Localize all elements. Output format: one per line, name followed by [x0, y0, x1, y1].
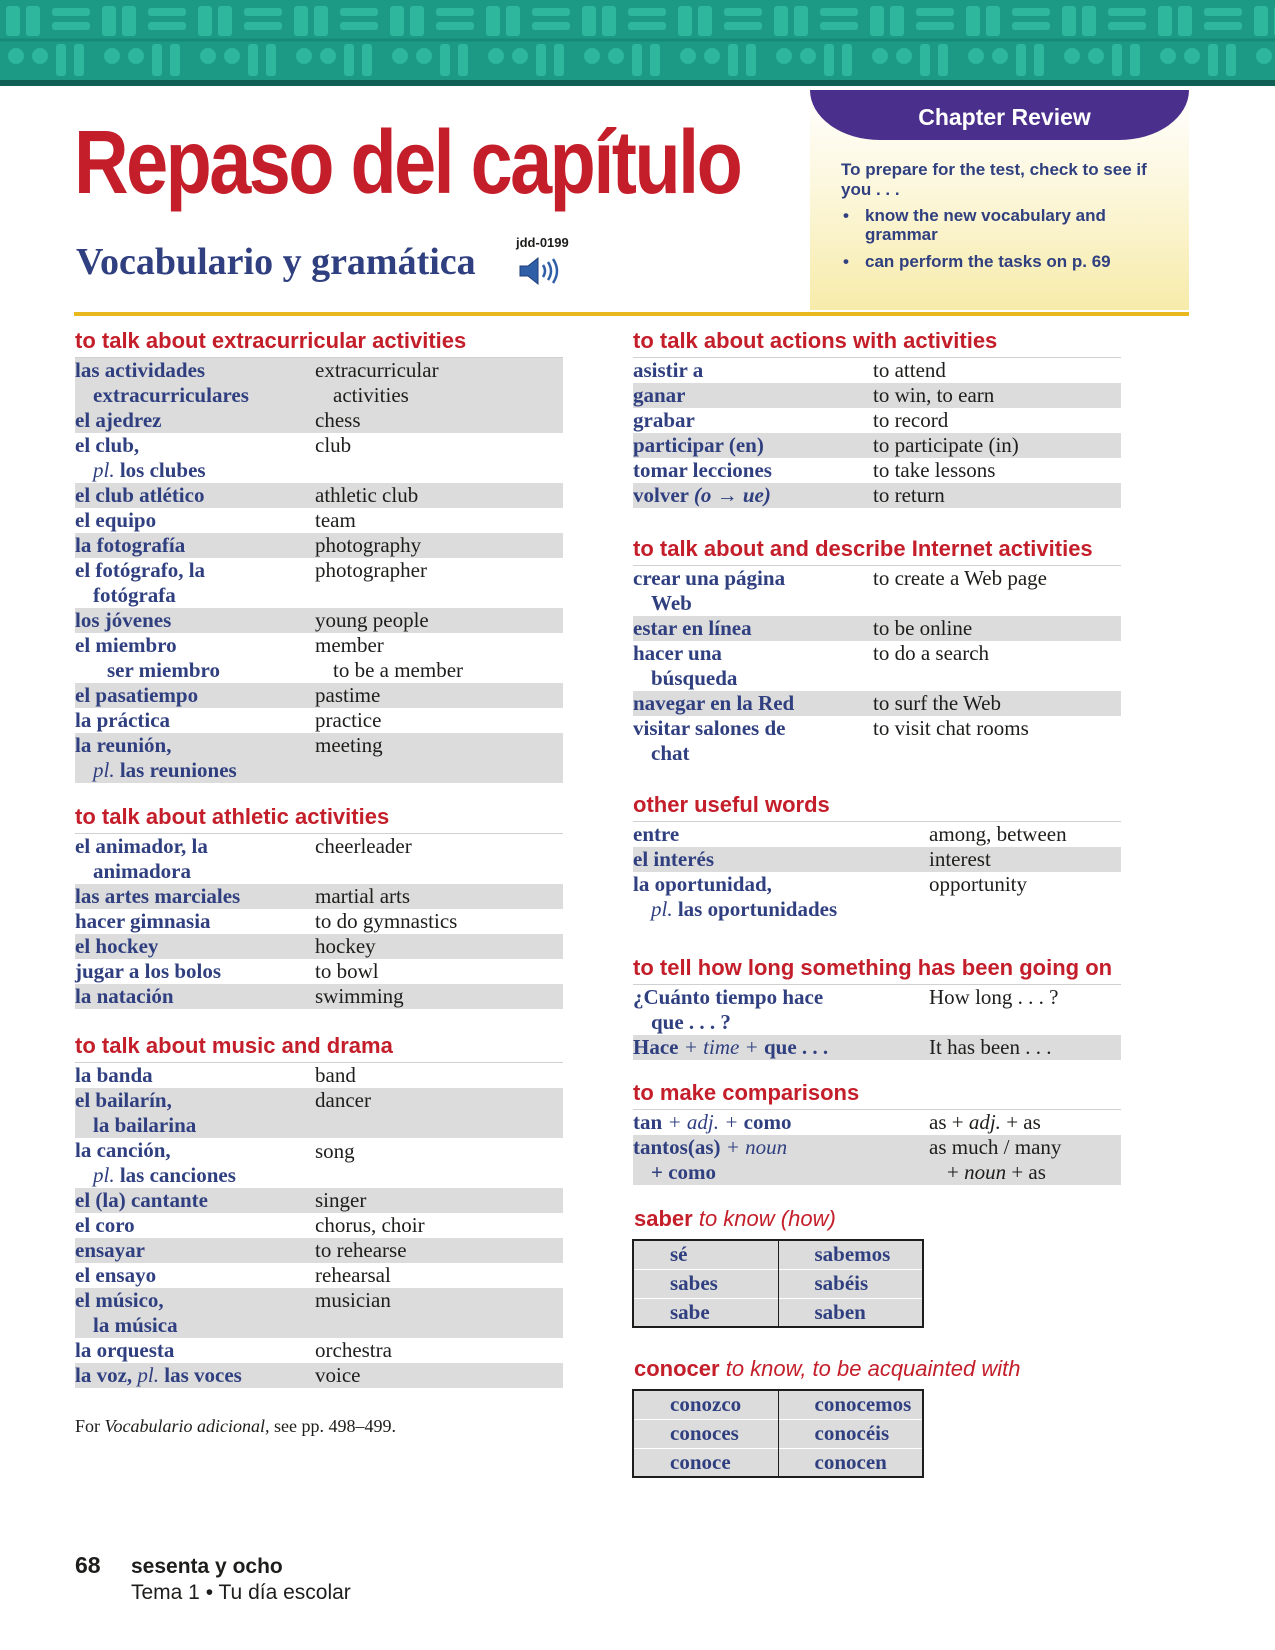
vocab-row	[75, 433, 563, 458]
english-term: cheerleader	[315, 834, 412, 858]
formula-part: + adj. +	[667, 1110, 739, 1134]
conjugation-cell: conoces	[633, 1419, 778, 1448]
spanish-term: animadora	[93, 859, 192, 883]
spanish-term	[633, 1110, 929, 1135]
decorative-banner	[0, 0, 1275, 86]
spanish-term: el hockey	[75, 934, 159, 958]
vocab-row	[633, 741, 1121, 766]
speaker-icon[interactable]	[518, 256, 562, 286]
section-extracurricular	[75, 328, 563, 783]
review-intro: To prepare for the test, check to see if you . . .	[841, 160, 1147, 199]
vocab-row	[75, 1113, 563, 1138]
vocab-row	[75, 1288, 563, 1313]
vocab-row	[633, 985, 1121, 1010]
english-term: to record	[873, 408, 949, 432]
verb: volver	[633, 483, 689, 507]
spanish-term: ganar	[633, 383, 686, 407]
english-term: photographer	[315, 558, 427, 582]
phrase: como	[743, 1110, 792, 1134]
english-term: among, between	[929, 822, 1067, 846]
spanish-term: la práctica	[75, 708, 171, 732]
english-term: to be a member	[333, 658, 464, 682]
conjugation-cell: conocéis	[778, 1419, 923, 1448]
english-term: swimming	[315, 984, 404, 1008]
table-row	[633, 1298, 923, 1327]
vocab-row	[75, 758, 563, 783]
spanish-term: chat	[651, 741, 690, 765]
conjugation-cell: sabemos	[778, 1240, 923, 1269]
spanish-term: asistir a	[633, 358, 704, 382]
spanish-term: + como	[651, 1160, 717, 1184]
spanish-term: tomar lecciones	[633, 458, 772, 482]
phrase: que . . .	[763, 1035, 829, 1059]
spanish-term: la canción,	[75, 1138, 171, 1162]
vocab-row	[633, 358, 1121, 383]
section-music	[75, 1033, 563, 1388]
vocab-row	[633, 1160, 1121, 1185]
footnote	[75, 1416, 396, 1437]
spanish-term: la oportunidad,	[633, 872, 772, 896]
vocab-row	[75, 708, 563, 733]
english-term: meeting	[315, 733, 383, 757]
spanish-term: el fotógrafo, la	[75, 558, 206, 582]
english-term: as much / many	[929, 1135, 1062, 1159]
vocab-row	[633, 566, 1121, 591]
vocab-row	[75, 884, 563, 909]
spanish-term: crear una página	[633, 566, 786, 590]
vocab-row	[75, 1338, 563, 1363]
spanish-term: el interés	[633, 847, 715, 871]
singular-form: la voz,	[75, 1363, 133, 1387]
english-term: to return	[873, 483, 945, 507]
phrase: tantos(as)	[633, 1135, 721, 1159]
stem-change: (o → ue)	[693, 483, 771, 507]
spanish-term	[633, 1135, 929, 1160]
vocab-row	[75, 633, 563, 658]
vocab-row	[75, 1188, 563, 1213]
spanish-term: extracurriculares	[93, 383, 249, 407]
spanish-term: Web	[651, 591, 692, 615]
english-term: interest	[929, 847, 991, 871]
section-heading: other useful words	[633, 792, 830, 817]
page-title: Repaso del capítulo	[74, 113, 741, 213]
table-row	[633, 1240, 923, 1269]
english-term: to take lessons	[873, 458, 996, 482]
conjugation-cell: sé	[633, 1240, 778, 1269]
section-heading: to tell how long something has been going on	[633, 955, 1113, 980]
verb-gloss: to know (how)	[698, 1206, 836, 1231]
spanish-term: el coro	[75, 1213, 135, 1237]
english-term: rehearsal	[315, 1263, 391, 1287]
english-term: to win, to earn	[873, 383, 995, 407]
vocab-row	[75, 859, 563, 884]
section-heading: to talk about and describe Internet activities	[633, 536, 1093, 561]
english-term: member	[315, 633, 384, 657]
conocer-heading	[634, 1356, 1020, 1382]
plural-marker: pl.	[93, 458, 115, 482]
table-row	[633, 1390, 923, 1419]
english-term: team	[315, 508, 356, 532]
english-term	[929, 1160, 1046, 1185]
section-actions	[633, 328, 1121, 508]
vocab-row	[75, 608, 563, 633]
vocab-row	[75, 683, 563, 708]
spanish-term: navegar en la Red	[633, 691, 795, 715]
english-term: activities	[333, 383, 409, 407]
english-term: chorus, choir	[315, 1213, 425, 1237]
spanish-term: ser miembro	[107, 658, 220, 682]
vocab-row	[75, 834, 563, 859]
spanish-term: el bailarín,	[75, 1088, 172, 1112]
english-term: to bowl	[315, 959, 379, 983]
vocab-row	[75, 458, 563, 483]
english-term: to attend	[873, 358, 946, 382]
plural-marker: pl.	[93, 1163, 115, 1187]
vocab-row	[633, 1035, 1121, 1060]
footnote-text: For	[75, 1416, 101, 1436]
section-heading: to make comparisons	[633, 1080, 860, 1105]
section-athletic	[75, 804, 563, 1009]
review-item: • know the new vocabulary and grammar	[841, 206, 1181, 244]
english-term: orchestra	[315, 1338, 392, 1362]
spanish-term: la fotografía	[75, 533, 186, 557]
vocab-row	[75, 658, 563, 683]
vocab-row	[75, 1088, 563, 1113]
vocab-row	[75, 358, 563, 383]
table-row	[633, 1448, 923, 1477]
saber-heading	[634, 1206, 836, 1232]
spanish-term: hacer gimnasia	[75, 909, 211, 933]
conjugation-cell: sabes	[633, 1269, 778, 1298]
vocab-row	[633, 847, 1121, 872]
english-term: singer	[315, 1188, 367, 1212]
page-number-words: sesenta y ocho	[131, 1555, 283, 1578]
audio-code: jdd-0199	[516, 235, 569, 250]
plural-form: las canciones	[119, 1163, 236, 1187]
formula-part: + time +	[683, 1035, 759, 1059]
page-number: 68	[75, 1552, 101, 1578]
section-useful-words	[633, 792, 1121, 922]
spanish-term: la bailarina	[93, 1113, 197, 1137]
vocab-row	[75, 383, 563, 408]
spanish-term: el equipo	[75, 508, 157, 532]
formula-part: adj.	[968, 1110, 1001, 1134]
conjugation-cell: saben	[778, 1298, 923, 1327]
english-term: to rehearse	[315, 1238, 407, 1262]
spanish-term: el músico,	[75, 1288, 164, 1312]
spanish-term: fotógrafa	[93, 583, 176, 607]
spanish-term: el ensayo	[75, 1263, 157, 1287]
english-term: to visit chat rooms	[873, 716, 1029, 740]
conjugation-cell: conocen	[778, 1448, 923, 1477]
english-term: to be online	[873, 616, 973, 640]
spanish-term	[75, 1163, 315, 1188]
english-term: club	[315, 433, 352, 457]
spanish-term: visitar salones de	[633, 716, 786, 740]
vocab-row	[633, 591, 1121, 616]
vocab-row	[75, 483, 563, 508]
vocab-row	[75, 934, 563, 959]
phrase: tan	[633, 1110, 663, 1134]
vocab-row	[75, 583, 563, 608]
english-term: How long . . . ?	[929, 985, 1059, 1009]
vocab-row	[75, 1263, 563, 1288]
phrase: + as	[1011, 1160, 1046, 1184]
english-term: band	[315, 1063, 356, 1087]
english-term	[929, 1110, 1041, 1135]
plural-form: las voces	[164, 1363, 242, 1387]
conjugation-cell: sabe	[633, 1298, 778, 1327]
spanish-term	[633, 1035, 929, 1060]
english-term: martial arts	[315, 884, 411, 908]
page-theme: Tema 1 • Tu día escolar	[131, 1581, 351, 1604]
vocab-row	[75, 984, 563, 1009]
english-term: chess	[315, 408, 361, 432]
conjugation-cell: conozco	[633, 1390, 778, 1419]
english-term: dancer	[315, 1088, 371, 1112]
vocab-row	[633, 872, 1121, 897]
vocab-row	[633, 1110, 1121, 1135]
vocab-row	[633, 897, 1121, 922]
vocab-row	[633, 641, 1121, 666]
phrase: + as	[1006, 1110, 1041, 1134]
spanish-term: participar (en)	[633, 433, 764, 457]
spanish-term: grabar	[633, 408, 695, 432]
plural-form: las oportunidades	[677, 897, 838, 921]
conocer-conjugation-table	[632, 1389, 924, 1478]
english-term: musician	[315, 1288, 391, 1312]
vocab-row	[633, 616, 1121, 641]
section-how-long	[633, 955, 1121, 1060]
english-term: pastime	[315, 683, 381, 707]
english-term: to surf the Web	[873, 691, 1001, 715]
section-internet	[633, 536, 1121, 766]
spanish-term: jugar a los bolos	[75, 959, 222, 983]
english-term: It has been . . .	[929, 1035, 1052, 1059]
footnote-title: Vocabulario adicional,	[104, 1416, 270, 1436]
verb: conocer	[634, 1356, 720, 1381]
spanish-term: búsqueda	[651, 666, 738, 690]
vocab-row	[75, 508, 563, 533]
english-term: young people	[315, 608, 429, 632]
vocab-row	[633, 716, 1121, 741]
table-row	[633, 1269, 923, 1298]
vocab-row	[633, 1135, 1121, 1160]
plural-marker: pl.	[93, 758, 115, 782]
spanish-term: las actividades	[75, 358, 206, 382]
spanish-term: el ajedrez	[75, 408, 162, 432]
plural-form: las reuniones	[119, 758, 237, 782]
english-term: photography	[315, 533, 422, 557]
page-subtitle: Vocabulario y gramática	[76, 241, 476, 283]
conjugation-cell: conocemos	[778, 1390, 923, 1419]
vocab-row	[75, 558, 563, 583]
vocab-row	[633, 408, 1121, 433]
review-checklist	[841, 206, 1181, 279]
english-term: extracurricular	[315, 358, 439, 382]
english-term: practice	[315, 708, 382, 732]
section-heading: to talk about athletic activities	[75, 804, 390, 829]
english-term: to participate (in)	[873, 433, 1019, 457]
spanish-term: la natación	[75, 984, 174, 1008]
vocab-row	[633, 822, 1121, 847]
vocab-row	[75, 533, 563, 558]
spanish-term: la orquesta	[75, 1338, 175, 1362]
spanish-term: ensayar	[75, 1238, 145, 1262]
vocab-row	[75, 1363, 563, 1388]
vocab-row	[75, 1238, 563, 1263]
divider-rule	[74, 312, 1189, 316]
vocab-row	[633, 433, 1121, 458]
spanish-term: el club,	[75, 433, 140, 457]
spanish-term: el pasatiempo	[75, 683, 199, 707]
spanish-term	[633, 897, 1121, 922]
vocab-row	[633, 1010, 1121, 1035]
verb-gloss: to know, to be acquainted with	[725, 1356, 1021, 1381]
english-term: to do a search	[873, 641, 990, 665]
vocab-row	[75, 1313, 563, 1338]
spanish-term: el club atlético	[75, 483, 205, 507]
spanish-term: entre	[633, 822, 680, 846]
banner-pattern	[0, 0, 1275, 80]
vocab-row	[75, 733, 563, 758]
spanish-term: hacer una	[633, 641, 722, 665]
spanish-term: estar en línea	[633, 616, 752, 640]
spanish-term: las artes marciales	[75, 884, 241, 908]
spanish-term: el (la) cantante	[75, 1188, 208, 1212]
vocab-row	[633, 383, 1121, 408]
vocab-row	[633, 458, 1121, 483]
spanish-term: ¿Cuánto tiempo hace	[633, 985, 824, 1009]
vocab-row	[633, 691, 1121, 716]
table-row	[633, 1419, 923, 1448]
spanish-term: que . . . ?	[651, 1010, 731, 1034]
vocab-row	[75, 959, 563, 984]
spanish-term	[75, 458, 315, 483]
formula-part: noun	[964, 1160, 1007, 1184]
formula-part: + noun	[725, 1135, 788, 1159]
english-term: song	[315, 1139, 355, 1163]
conjugation-cell: sabéis	[778, 1269, 923, 1298]
vocab-row	[75, 1213, 563, 1238]
footnote-text: see pp. 498–499.	[274, 1416, 396, 1436]
spanish-term: la reunión,	[75, 733, 172, 757]
spanish-term: la banda	[75, 1063, 153, 1087]
conjugation-cell: conoce	[633, 1448, 778, 1477]
vocab-row	[75, 1063, 563, 1088]
phrase: as +	[929, 1110, 964, 1134]
english-term: voice	[315, 1363, 361, 1387]
section-heading: to talk about extracurricular activities	[75, 328, 467, 353]
spanish-term: los jóvenes	[75, 608, 172, 632]
vocab-row	[633, 483, 1121, 508]
saber-conjugation-table	[632, 1239, 924, 1328]
vocab-row	[633, 666, 1121, 691]
section-heading: to talk about actions with activities	[633, 328, 998, 353]
spanish-term	[75, 758, 563, 783]
english-term: hockey	[315, 934, 376, 958]
plural-marker: pl.	[651, 897, 673, 921]
vocab-row	[75, 408, 563, 433]
plural-marker: pl.	[137, 1363, 159, 1387]
spanish-term: el miembro	[75, 633, 177, 657]
section-heading: to talk about music and drama	[75, 1033, 393, 1058]
plural-form: los clubes	[119, 458, 206, 482]
section-comparisons	[633, 1080, 1121, 1185]
review-item: • can perform the tasks on p. 69	[841, 252, 1181, 271]
english-term: to do gymnastics	[315, 909, 458, 933]
vocab-row	[75, 909, 563, 934]
chapter-review-tab: Chapter Review	[810, 90, 1189, 140]
phrase: +	[947, 1160, 959, 1184]
spanish-term: el animador, la	[75, 834, 208, 858]
phrase: Hace	[633, 1035, 679, 1059]
spanish-term: la música	[93, 1313, 178, 1337]
english-term: opportunity	[929, 872, 1027, 896]
spanish-term	[633, 483, 873, 508]
spanish-term	[75, 1363, 315, 1388]
english-term: to create a Web page	[873, 566, 1047, 590]
verb: saber	[634, 1206, 693, 1231]
english-term: athletic club	[315, 483, 419, 507]
